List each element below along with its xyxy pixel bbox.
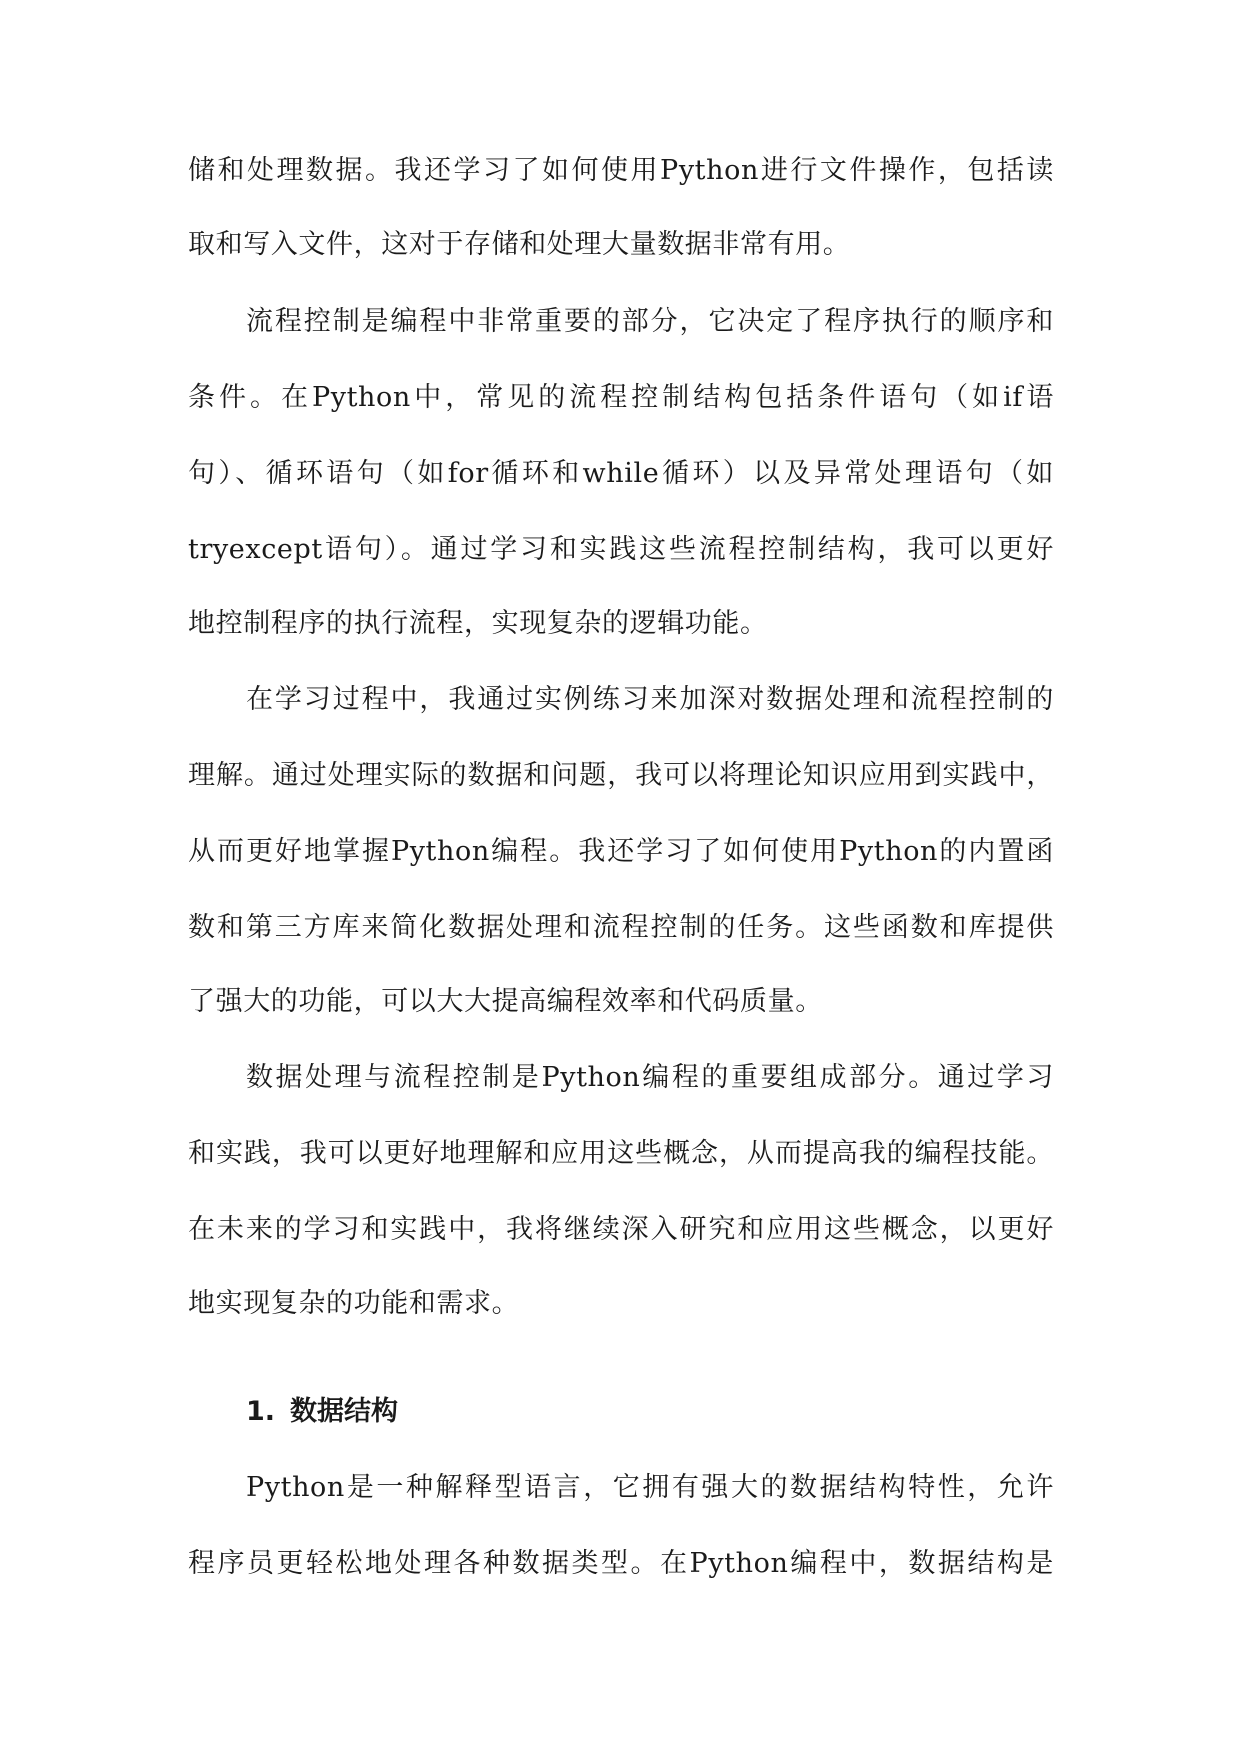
paragraph-line: 取和写入文件，这对于存储和处理大量数据非常有用。 xyxy=(188,229,851,260)
paragraph-line: 在学习过程中，我通过实例练习来加深对数据处理和流程控制的 xyxy=(246,684,1054,715)
paragraph-line: 数据处理与流程控制是Python编程的重要组成部分。通过学习 xyxy=(246,1062,1054,1093)
paragraph-line: 地实现复杂的功能和需求。 xyxy=(188,1288,520,1319)
paragraph-line: 程序员更轻松地处理各种数据类型。在Python编程中，数据结构是 xyxy=(188,1548,1054,1579)
section-title: 数据结构 xyxy=(290,1396,398,1427)
paragraph-line: 句）、循环语句（如for循环和while循环）以及异常处理语句（如 xyxy=(188,458,1054,489)
paragraph-line: 在未来的学习和实践中，我将继续深入研究和应用这些概念，以更好 xyxy=(188,1214,1054,1245)
paragraph-line: 条件。在Python中，常见的流程控制结构包括条件语句（如if语 xyxy=(188,382,1054,413)
paragraph-line: 数和第三方库来简化数据处理和流程控制的任务。这些函数和库提供 xyxy=(188,912,1054,943)
paragraph-line: 流程控制是编程中非常重要的部分，它决定了程序执行的顺序和 xyxy=(246,306,1054,337)
paragraph-line: 储和处理数据。我还学习了如何使用Python进行文件操作，包括读 xyxy=(188,155,1054,186)
paragraph-line: 地控制程序的执行流程，实现复杂的逻辑功能。 xyxy=(188,608,768,639)
paragraph-line: 和实践，我可以更好地理解和应用这些概念，从而提高我的编程技能。 xyxy=(188,1138,1054,1169)
paragraph-line: 了强大的功能，可以大大提高编程效率和代码质量。 xyxy=(188,986,823,1017)
paragraph-line: 从而更好地掌握Python编程。我还学习了如何使用Python的内置函 xyxy=(188,836,1054,867)
paragraph-line: 理解。通过处理实际的数据和问题，我可以将理论知识应用到实践中， xyxy=(188,760,1054,791)
paragraph-line: Python是一种解释型语言，它拥有强大的数据结构特性，允许 xyxy=(246,1472,1054,1503)
section-heading xyxy=(246,1392,398,1432)
section-number: 1. xyxy=(246,1396,276,1427)
paragraph-line: tryexcept语句）。通过学习和实践这些流程控制结构，我可以更好 xyxy=(188,534,1054,565)
